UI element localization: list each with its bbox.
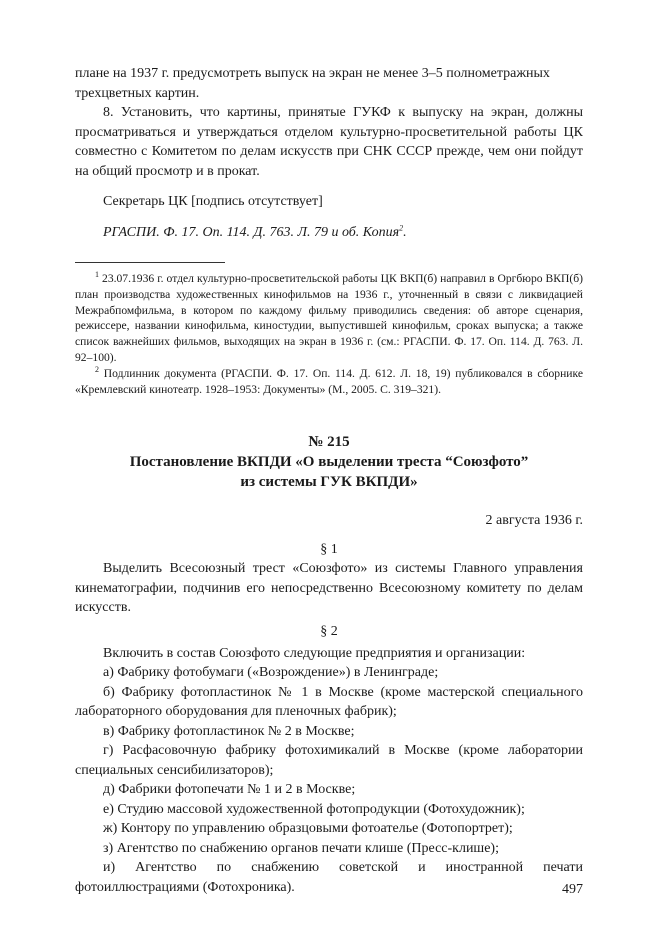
document-date: 2 августа 1936 г. xyxy=(485,513,583,528)
list-item: а) Фабрику фотобумаги («Возрождение») в Ленинграде; xyxy=(103,665,439,680)
section-2-intro: Включить в состав Союзфото следующие предприятия и организации: xyxy=(103,646,526,661)
archive-footnote-mark: 2 xyxy=(399,223,404,233)
section-1-heading: § 1 xyxy=(320,542,338,557)
list-item: б) Фабрику фотопластинок № 1 в Москве (кроме мастерской специального лабораторного оборудования для пленочных фабрик); xyxy=(75,684,583,719)
archive-text: РГАСПИ. Ф. 17. Оп. 114. Д. 763. Л. 79 и об. Копия xyxy=(103,225,400,240)
document-number: № 215 xyxy=(308,434,350,450)
continuation-line-2: трехцветных картин. xyxy=(75,85,200,101)
secretary-signature: Секретарь ЦК [подпись отсутствует] xyxy=(103,194,323,209)
footnote-2-text: Подлинник документа (РГАСПИ. Ф. 17. Оп. 114. Д. 612. Л. 18, 19) публиковался в сборнике «Кремлевский кинотеатр. 1928–1953: Документы» (М., 2005. С. 319–321). xyxy=(75,367,584,396)
page-number: 497 xyxy=(562,882,583,897)
point-8: 8. Установить, что картины, принятые ГУКФ к выпуску на экран, должны просматриваться и утверждаться отделом культурно-просветительной работы ЦК совместно с Комитетом по делам искусств при СНК СССР прежде, чем они пойдут на общий просмотр и в прокат. xyxy=(75,105,583,179)
footnote-1 xyxy=(75,271,583,366)
document-title-line-2: из системы ГУК ВКПДИ» xyxy=(240,474,418,490)
footnote-2 xyxy=(75,366,583,398)
section-2-heading: § 2 xyxy=(320,624,338,639)
continuation-line-1: плане на 1937 г. предусмотреть выпуск на экран не менее 3–5 полнометражных xyxy=(75,66,550,81)
footnote-divider xyxy=(75,262,225,263)
list-item: и) Агентство по снабжению советской и иностранной печати фотоиллюстрациями (Фотохроника). xyxy=(75,860,583,895)
list-item: ж) Контору по управлению образцовыми фотоателье (Фотопортрет); xyxy=(103,821,513,836)
list-item: е) Студию массовой художественной фотопродукции (Фотохудожник); xyxy=(103,801,525,817)
archive-end: . xyxy=(403,225,407,240)
section-2-list xyxy=(75,663,583,897)
list-item: в) Фабрику фотопластинок № 2 в Москве; xyxy=(103,723,355,739)
list-item: д) Фабрики фотопечати № 1 и 2 в Москве; xyxy=(103,782,356,797)
list-item: з) Агентство по снабжению органов печати клише (Пресс-клише); xyxy=(103,840,499,856)
list-item: г) Расфасовочную фабрику фотохимикалий в Москве (кроме лаборатории специальных сенсибилизаторов); xyxy=(75,743,583,778)
footnote-1-mark: 1 xyxy=(95,270,99,280)
footnote-2-mark: 2 xyxy=(95,365,99,375)
footnote-1-text: 23.07.1936 г. отдел культурно-просветительской работы ЦК ВКП(б) направил в Оргбюро ВКП(б) план производства художественных кинофильмов на 1936 г., уточненный в связи с ликвидацией Межрабпомфильма, в котором по каждому фильму приводились сведения: об авторе сценария, режиссере, названии кинофильма, киностудии, выпустившей кинофильм, сроках выпуска; а также список важнейших фильмов, выходящих на экран в 1936 г. (см.: РГАСПИ. Ф. 17. Оп. 114. Д. 763. Л. 92–100). xyxy=(75,272,583,364)
continuation-text xyxy=(75,64,583,103)
section-1-text: Выделить Всесоюзный трест «Союзфото» из системы Главного управления кинематографии, подчинив его непосредственно Всесоюзному комитету по делам искусств. xyxy=(75,561,583,615)
archive-reference xyxy=(75,223,583,243)
document-title-line-1: Постановление ВКПДИ «О выделении треста “Союзфото” xyxy=(129,454,529,470)
